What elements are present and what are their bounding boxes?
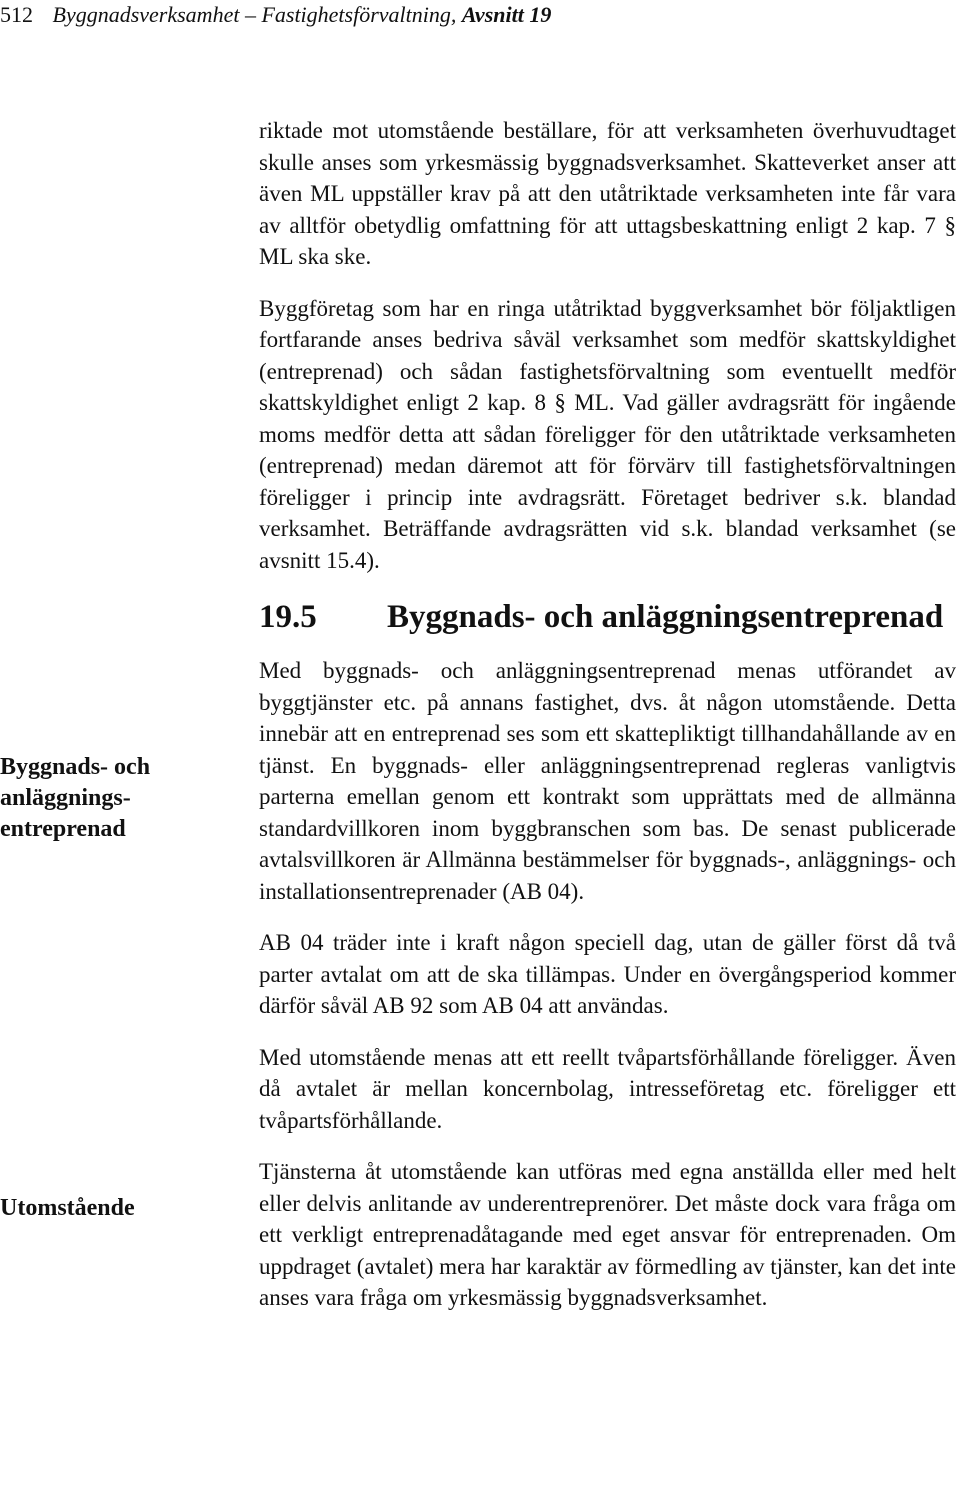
margin-heading-utomstaende: Utomstående <box>0 1195 135 1221</box>
paragraph-ab04: AB 04 träder inte i kraft någon speciell dag, utan de gäller först då två parter avtalat om att de ska tillämpas. Under en övergångsperiod kommer därför såväl AB 92 som AB 04 att användas. <box>259 930 956 1018</box>
running-title: Byggnadsverksamhet – Fastighetsförvaltning, <box>52 2 457 27</box>
section-heading <box>259 596 956 639</box>
section-label: Avsnitt 19 <box>461 2 552 27</box>
running-header <box>0 0 551 30</box>
page-number: 512 <box>0 2 33 27</box>
main-text-column <box>259 115 956 1334</box>
paragraph-utomstaende: Med utomstående menas att ett reellt tvåpartsförhållande föreligger. Även då avtalet är mellan koncernbolag, intresseföretag etc. föreligger ett tvåpartsförhållande. <box>259 1044 956 1133</box>
paragraph-intro: riktade mot utomstående beställare, för att verksamheten överhuvudtaget skulle anses som yrkesmässig byggnadsverksamhet. Skatteverket anser att även ML uppställer krav på att den utåtriktade verksamheten inte får vara av alltför obetydlig omfattning för att uttagsbeskattning enligt 2 kap. 7 § ML ska ske. <box>259 118 956 269</box>
section-title: Byggnads- och anläggningsentreprenad <box>387 599 944 635</box>
margin-heading-entreprenad: Byggnads- och anläggnings- entreprenad <box>0 754 151 842</box>
section-number: 19.5 <box>259 599 317 635</box>
paragraph-tjansterna: Tjänsterna åt utomstående kan utföras med egna anställda eller med helt eller delvis anlitande av underentreprenörer. Det måste dock vara fråga om ett verkligt entreprenadåtagande med eget ansvar för entreprenaden. Om uppdraget (avtalet) mera har karaktär av förmedling av tjänster, kan det inte anses vara fråga om yrkesmässig byggnadsverksamhet. <box>259 1159 956 1310</box>
paragraph-byggforetag: Byggföretag som har en ringa utåtriktad byggverksamhet bör följaktligen fortfarande anses bedriva såväl verksamhet som medför skattskyldighet (entreprenad) och sådan fastighetsförvaltning som eventuellt medför skattskyldighet enligt 2 kap. 8 § ML. Vad gäller avdragsrätt för ingående moms medför detta att sådan föreligger för den utåtriktade verksamheten (entreprenad) medan däremot att för förvärv till fastighetsförvaltningen föreligger i princip inte avdragsrätt. Företaget bedriver s.k. blandad verksamhet. Beträffande avdragsrätten vid s.k. blandad verksamhet (se avsnitt 15.4). <box>259 295 956 573</box>
paragraph-definition: Med byggnads- och anläggningsentreprenad menas utförandet av byggtjänster etc. på annans fastighet, dvs. åt någon utomstående. Detta innebär att en entreprenad ses som ett skattepliktigt tillhandahållande av en tjänst. En byggnads- eller anläggningsentreprenad regleras vanligtvis parterna emellan genom ett kontrakt som upprättats med de allmänna standardvillkoren inom byggbranschen som bas. De senast publicerade avtalsvillkoren är Allmänna bestämmelser för byggnads-, anläggnings- och installationsentreprenader (AB 04). <box>259 658 956 904</box>
